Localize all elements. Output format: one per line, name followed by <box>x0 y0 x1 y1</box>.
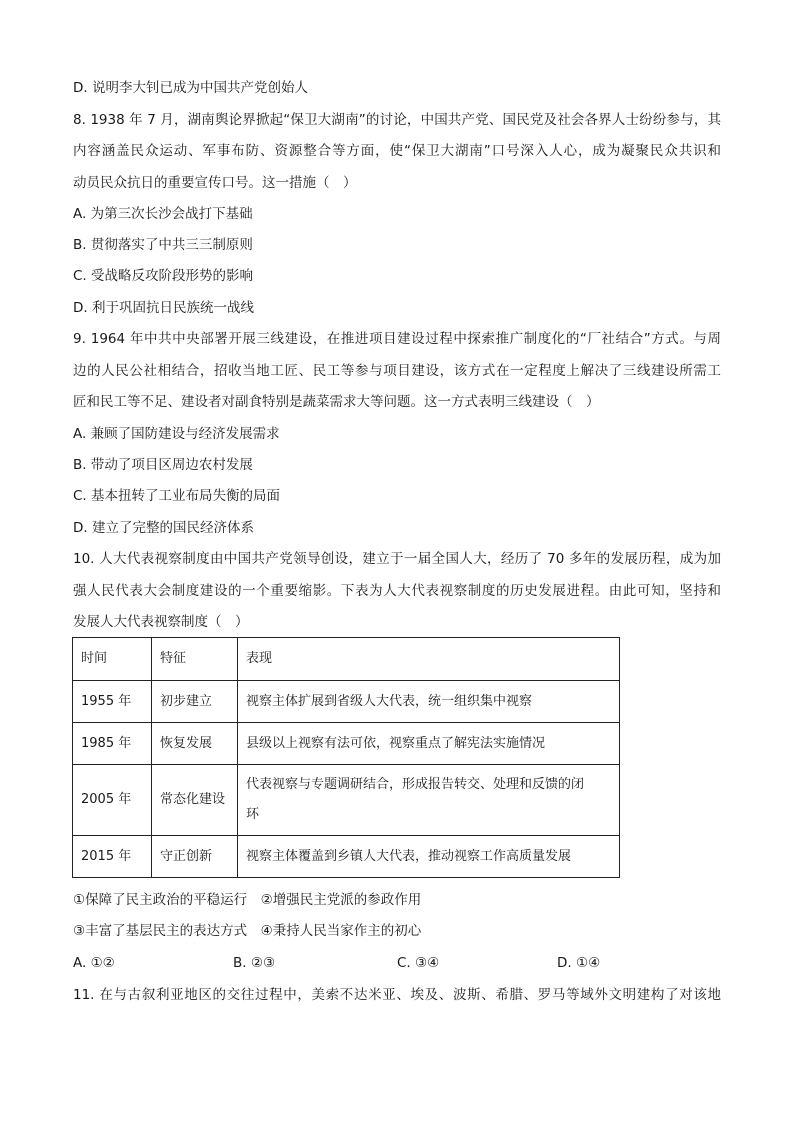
q10-stem-line-2: 强人民代表大会制度建设的一个重要缩影。下表为人大代表视察制度的历史发展进程。由此可知，坚持和 <box>73 583 721 599</box>
header-time: 时间 <box>73 638 152 681</box>
table-row <box>73 723 620 765</box>
q9-stem-line-1: 9. 1964 年中共中央部署开展三线建设，在推进项目建设过程中探索推广制度化的“厂社结合”方式。与周 <box>73 331 721 347</box>
q9-option-a: A. 兼顾了国防建设与经济发展需求 <box>73 426 280 442</box>
q8-option-b: B. 贯彻落实了中共三三制原则 <box>73 237 253 253</box>
q10-choice-c: C. ③④ <box>397 955 440 971</box>
cell-performance: 视察主体覆盖到乡镇人大代表，推动视察工作高质量发展 <box>238 836 620 878</box>
cell-performance-line-2: 环 <box>246 807 260 822</box>
q9-stem-line-3: 匠和民工等不足、建设者对副食特别是蔬菜需求大等问题。这一方式表明三线建设（ ） <box>73 394 600 410</box>
q9-stem-line-2: 边的人民公社相结合，招收当地工匠、民工等参与项目建设，该方式在一定程度上解决了三线建设所需工 <box>73 363 721 379</box>
header-performance: 表现 <box>238 638 620 681</box>
cell-feature: 初步建立 <box>152 681 238 723</box>
q8-stem-line-3: 动员民众抗日的重要宣传口号。这一措施（ ） <box>73 175 357 191</box>
cell-performance-line-1: 代表视察与专题调研结合，形成报告转交、处理和反馈的闭 <box>246 777 585 792</box>
cell-feature: 守正创新 <box>152 836 238 878</box>
header-feature: 特征 <box>152 638 238 681</box>
q8-option-a: A. 为第三次长沙会战打下基础 <box>73 206 253 222</box>
q11-stem-line-1: 11. 在与古叙利亚地区的交往过程中，美索不达米亚、埃及、波斯、希腊、罗马等域外文明建构了对该地 <box>73 987 721 1003</box>
supervision-history-table <box>72 637 620 878</box>
q8-option-c: C. 受战略反攻阶段形势的影响 <box>73 268 254 284</box>
q9-option-b: B. 带动了项目区周边农村发展 <box>73 457 253 473</box>
table-row <box>73 836 620 878</box>
q10-choice-d: D. ①④ <box>557 955 601 971</box>
q7-option-d: D. 说明李大钊已成为中国共产党创始人 <box>73 80 308 96</box>
q9-option-d: D. 建立了完整的国民经济体系 <box>73 520 254 536</box>
q8-stem-line-1: 8. 1938 年 7 月，湖南舆论界掀起“保卫大湖南”的讨论，中国共产党、国民党及社会各界人士纷纷参与，其 <box>73 112 721 128</box>
q10-statements-line-1: ①保障了民主政治的平稳运行 ②增强民主党派的参政作用 <box>73 892 422 908</box>
table-row <box>73 681 620 723</box>
table-header-row <box>73 638 620 681</box>
q10-choice-b: B. ②③ <box>233 955 276 971</box>
cell-feature: 恢复发展 <box>152 723 238 765</box>
cell-performance <box>238 765 620 836</box>
q10-stem-line-1: 10. 人大代表视察制度由中国共产党领导创设，建立于一届全国人大，经历了 70 多年的发展历程，成为加 <box>73 551 721 567</box>
cell-year: 2005 年 <box>73 765 152 836</box>
q10-choice-a: A. ①② <box>73 955 115 971</box>
q8-stem-line-2: 内容涵盖民众运动、军事布防、资源整合等方面，使“保卫大湖南”口号深入人心，成为凝聚民众共识和 <box>73 143 721 159</box>
q8-option-d: D. 利于巩固抗日民族统一战线 <box>73 300 254 316</box>
q10-statements-line-2: ③丰富了基层民主的表达方式 ④秉持人民当家作主的初心 <box>73 923 422 939</box>
cell-performance: 县级以上视察有法可依，视察重点了解宪法实施情况 <box>238 723 620 765</box>
cell-year: 2015 年 <box>73 836 152 878</box>
q10-stem-line-3: 发展人大代表视察制度（ ） <box>73 614 249 630</box>
cell-performance: 视察主体扩展到省级人大代表，统一组织集中视察 <box>238 681 620 723</box>
q9-option-c: C. 基本扭转了工业布局失衡的局面 <box>73 488 281 504</box>
cell-year: 1985 年 <box>73 723 152 765</box>
cell-year: 1955 年 <box>73 681 152 723</box>
table-row <box>73 765 620 836</box>
cell-feature: 常态化建设 <box>152 765 238 836</box>
